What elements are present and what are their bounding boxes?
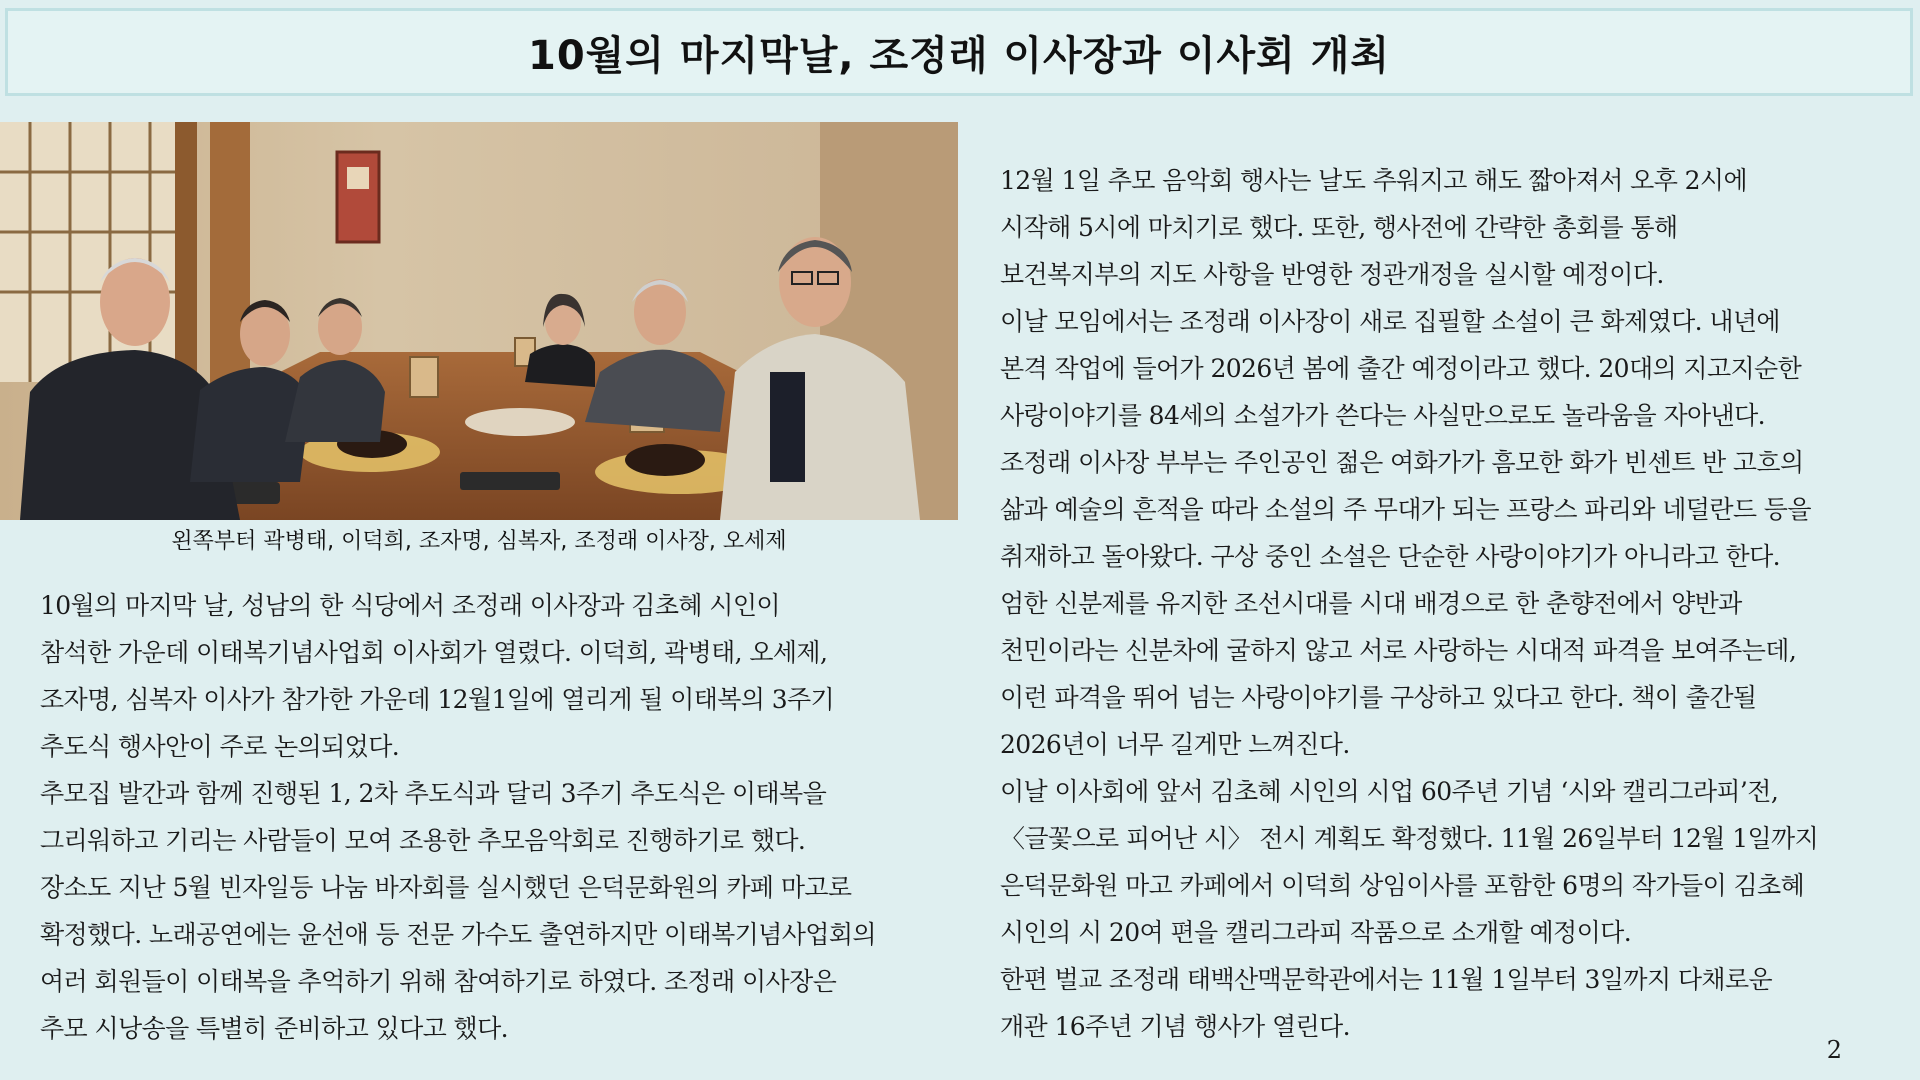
- paragraph-line: 장소도 지난 5월 빈자일등 나눔 바자회를 실시했던 은덕문화원의 카페 마고로: [40, 873, 852, 902]
- paragraph-line: 추모집 발간과 함께 진행된 1, 2차 추도식과 달리 3주기 추도식은 이태복을: [40, 779, 827, 808]
- article-right-column: [1000, 157, 1890, 1050]
- paragraph-line: 조자명, 심복자 이사가 참가한 가운데 12월1일에 열리게 될 이태복의 3주기: [40, 685, 835, 714]
- photo-caption: 왼쪽부터 곽병태, 이덕희, 조자명, 심복자, 조정래 이사장, 오세제: [171, 529, 787, 554]
- paragraph-line: 12월 1일 추모 음악회 행사는 날도 추워지고 해도 짧아져서 오후 2시에: [1000, 166, 1747, 195]
- paragraph-line: 참석한 가운데 이태복기념사업회 이사회가 열렸다. 이덕희, 곽병태, 오세제,: [40, 638, 828, 667]
- paragraph-line: 취재하고 돌아왔다. 구상 중인 소설은 단순한 사랑이야기가 아니라고 한다.: [1000, 542, 1780, 571]
- paragraph-line: 보건복지부의 지도 사항을 반영한 정관개정을 실시할 예정이다.: [1000, 260, 1664, 289]
- paragraph-line: 여러 회원들이 이태복을 추억하기 위해 참여하기로 하였다. 조정래 이사장은: [40, 967, 837, 996]
- paragraph-line: 시작해 5시에 마치기로 했다. 또한, 행사전에 간략한 총회를 통해: [1000, 213, 1678, 242]
- paragraph-line: 10월의 마지막 날, 성남의 한 식당에서 조정래 이사장과 김초혜 시인이: [40, 591, 780, 620]
- article-left-column: [40, 582, 930, 1052]
- paragraph-line: 확정했다. 노래공연에는 윤선애 등 전문 가수도 출연하지만 이태복기념사업회의: [40, 920, 876, 949]
- paragraph-line: 이런 파격을 뛰어 넘는 사랑이야기를 구상하고 있다고 한다. 책이 출간될: [1000, 683, 1757, 712]
- paragraph-line: 이날 이사회에 앞서 김초혜 시인의 시업 60주년 기념 ‘시와 캘리그라피’전,: [1000, 777, 1779, 806]
- paragraph-line: 〈글꽃으로 피어난 시〉 전시 계획도 확정했다. 11월 26일부터 12월 1일까지: [1000, 824, 1819, 853]
- title-banner: [5, 8, 1913, 96]
- paragraph-line: 엄한 신분제를 유지한 조선시대를 시대 배경으로 한 춘향전에서 양반과: [1000, 589, 1742, 618]
- page-number: 2: [1826, 1036, 1842, 1064]
- paragraph-line: 삶과 예술의 흔적을 따라 소설의 주 무대가 되는 프랑스 파리와 네덜란드 등을: [1000, 495, 1811, 524]
- paragraph-line: 이날 모임에서는 조정래 이사장이 새로 집필할 소설이 큰 화제였다. 내년에: [1000, 307, 1780, 336]
- paragraph-line: 은덕문화원 마고 카페에서 이덕희 상임이사를 포함한 6명의 작가들이 김초혜: [1000, 871, 1805, 900]
- paragraph-line: 그리워하고 기리는 사람들이 모여 조용한 추모음악회로 진행하기로 했다.: [40, 826, 806, 855]
- paragraph-line: 추모 시낭송을 특별히 준비하고 있다고 했다.: [40, 1014, 508, 1043]
- paragraph-line: 사랑이야기를 84세의 소설가가 쓴다는 사실만으로도 놀라움을 자아낸다.: [1000, 401, 1765, 430]
- paragraph-line: 본격 작업에 들어가 2026년 봄에 출간 예정이라고 했다. 20대의 지고지순한: [1000, 354, 1802, 383]
- paragraph-line: 추도식 행사안이 주로 논의되었다.: [40, 732, 400, 761]
- paragraph-line: 2026년이 너무 길게만 느껴진다.: [1000, 730, 1350, 759]
- page-title: 10월의 마지막날, 조정래 이사장과 이사회 개최: [527, 32, 1390, 79]
- paragraph-line: 시인의 시 20여 편을 캘리그라피 작품으로 소개할 예정이다.: [1000, 918, 1632, 947]
- paragraph-line: 천민이라는 신분차에 굴하지 않고 서로 사랑하는 시대적 파격을 보여주는데,: [1000, 636, 1797, 665]
- paragraph-line: 개관 16주년 기념 행사가 열린다.: [1000, 1012, 1350, 1041]
- paragraph-line: 한편 벌교 조정래 태백산맥문학관에서는 11월 1일부터 3일까지 다채로운: [1000, 965, 1773, 994]
- restaurant-group-photo: [0, 122, 958, 520]
- paragraph-line: 조정래 이사장 부부는 주인공인 젊은 여화가가 흠모한 화가 빈센트 반 고흐의: [1000, 448, 1804, 477]
- group-photo: [0, 122, 958, 520]
